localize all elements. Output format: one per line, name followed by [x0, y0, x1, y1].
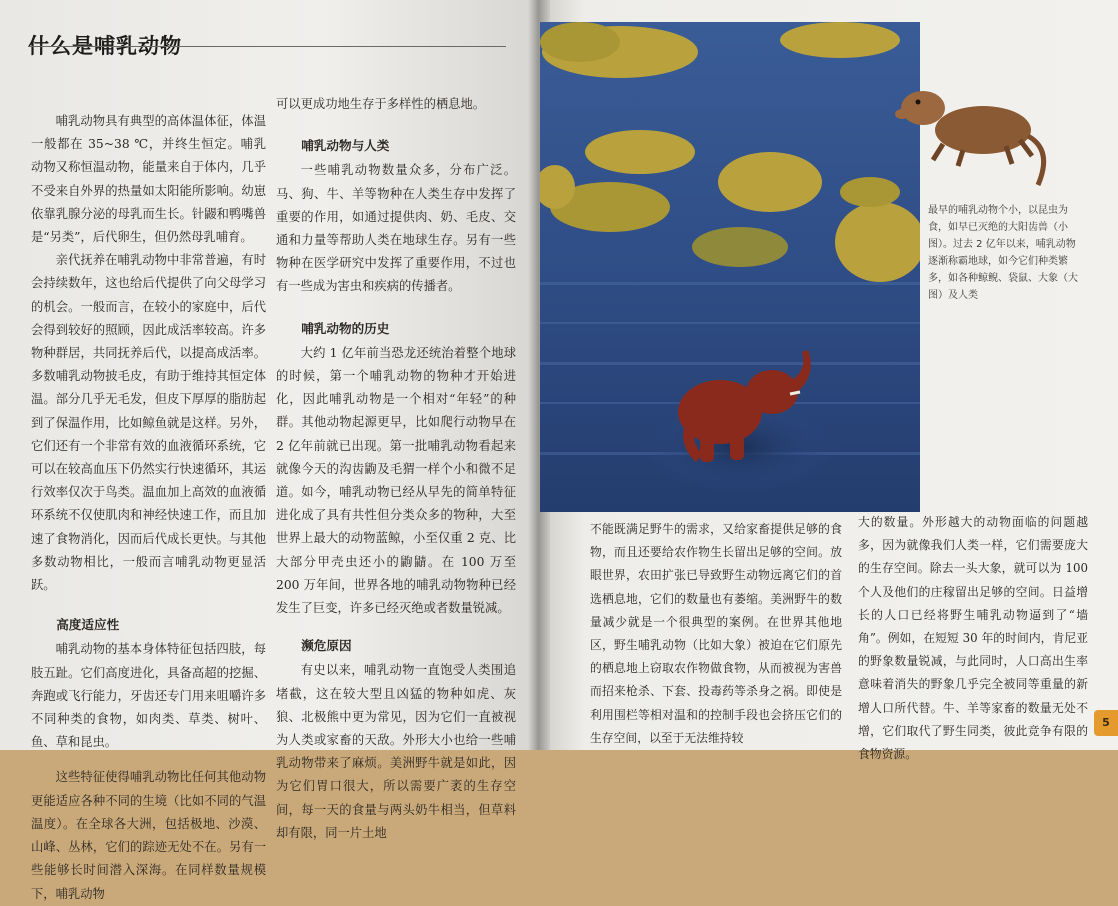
- text-column-2: [276, 93, 516, 845]
- section-heading-adaptability: 高度适应性: [56, 617, 120, 633]
- paragraph: 这些特征使得哺乳动物比任何其他动物更能适应各种不同的生境（比如不同的气温温度）。在全球各大洲，包括极地、沙漠、山峰、丛林，它们的踪迹无处不在。另有一些能够长时间潜入深海。在同样数量规模下，哺乳动物: [31, 770, 266, 901]
- section-heading-mammals-and-humans: 哺乳动物与人类: [301, 138, 390, 154]
- text-column-4: [858, 511, 1088, 766]
- paragraph: 大的数量。外形越大的动物面临的问题越多，因为就像我们人类一样，它们需要庞大的生存空间。除去一头大象，就可以为 100 个人及他们的庄稼留出足够的空间。日益增长的人口已经将野生哺乳动物逼到了“墙角”。例如，在短短 30 年的时间内，肯尼亚的野象数量锐减，与此同时，人口高出生率意味着消失的野象几乎完全被同等重量的新增人口所代替。牛、羊等家畜的数量无处不增，它们取代了野生同类，彼此竞争有限的食物资源。: [858, 515, 1088, 762]
- text-column-3: [590, 518, 842, 750]
- section-heading-history: 哺乳动物的历史: [301, 320, 390, 336]
- elephant-wetland-photo: [540, 22, 920, 512]
- paragraph: 大约 1 亿年前当恐龙还统治着整个地球的时候，第一个哺乳动物的物种才开始进化，因此哺乳动物是一个相对“年轻”的种群。其他动物起源更早，比如爬行动物早在 2 亿年前就已出现。第一批哺乳动物看起来就像今天的沟齿鼩及毛猬一样个小和微不足道。如今，哺乳动物已经从早先的简单特征进化成了具有共性但分类众多的物种，大至世界上最大的动物蓝鲸，小至仅重 2 克、比大部分甲壳虫还小的鼩鼱。在 100 万至 200 万年间，世界各地的哺乳动物物种已经发生了巨变，许多已经灭绝或者数量锐减。: [276, 345, 516, 616]
- paragraph: 可以更成功地生存于多样性的栖息地。: [276, 97, 486, 111]
- text-column-1: [31, 110, 266, 906]
- title-rule: [28, 46, 506, 47]
- page-number-tab: 5: [1094, 710, 1118, 736]
- paragraph: 亲代抚养在哺乳动物中非常普遍，有时会持续数年，这也给后代提供了向父母学习的机会。一般而言，在较小的家庭中，后代会得到较好的照顾，因此成活率较高。许多物种群居，共同抚养后代，以提高成活率。多数哺乳动物披毛皮，有助于维持其恒定体温。部分几乎无毛发，但皮下厚厚的脂肪起到了保温作用，比如鲸鱼就是这样。另外，它们还有一个非常有效的血液循环系统，它可以在较高血压下仍然实行快速循环，其运行效率仅次于鸟类。温血加上高效的血液循环系统不仅使肌肉和神经快速工作，而且加速了食物消化，因而后代成长更快。与其他多数动物相比，一般而言哺乳动物更显活跃。: [31, 253, 266, 593]
- photo-caption: 最早的哺乳动物个小，以昆虫为食，如早已灭绝的大阳齿兽（小图）。过去 2 亿年以来，哺乳动物逐渐称霸地球，如今它们种类繁多，如各种鲸鲵、袋鼠、大象（大图）及人类: [928, 205, 1078, 301]
- early-mammal-illustration: [888, 80, 1058, 190]
- paragraph: 不能既满足野牛的需求，又给家畜提供足够的食物，而且还要给农作物生长留出足够的空间。放眼世界，农田扩张已导致野生动物远离它们的首选栖息地，它们的数量也有萎缩。美洲野牛的数量减少就是一个很典型的案例。在世界其他地区，野生哺乳动物（比如大象）被迫在它们原先的栖息地上窃取农作物做食物，从而被视为害兽而招来枪杀、下套、投毒药等杀身之祸。即使是利用围栏等相对温和的控制手段也会挤压它们的生存空间，以至于无法维持较: [590, 522, 842, 745]
- paragraph: 哺乳动物的基本身体特征包括四肢，每肢五趾。它们高度进化，具备高超的挖掘、奔跑或飞行能力，牙齿还专门用来咀嚼许多不同种类的食物，如肉类、草类、树叶、鱼、草和昆虫。: [31, 642, 266, 750]
- paragraph: 一些哺乳动物数量众多，分布广泛。马、狗、牛、羊等物种在人类生存中发挥了重要的作用，如通过提供肉、奶、毛皮、交通和力量等帮助人类在地球生存。另有一些物种在医学研究中发挥了重要作用，不过也有一些成为害虫和疾病的传播者。: [276, 163, 516, 294]
- section-heading-endangered: 濒危原因: [301, 638, 352, 654]
- paragraph: 哺乳动物具有典型的高体温体征，体温一般都在 35~38 ℃，并终生恒定。哺乳动物又称恒温动物，能量来自于体内，几乎不受来自外界的热量如太阳能所影响。幼崽依靠乳腺分泌的母乳而生长。针鼹和鸭嘴兽是“另类”，后代卵生，但仍然母乳哺育。: [31, 114, 266, 245]
- paragraph: 有史以来，哺乳动物一直饱受人类围追堵截，这在较大型且凶猛的物种如虎、灰狼、北极熊中更为常见，因为它们一直被视为人类或家畜的天敌。外形大小也给一些哺乳动物带来了麻烦。美洲野牛就是如此，因为它们胃口很大，所以需要广袤的生存空间，每一天的食量与两头奶牛相当，但草料却有限，同一片土地: [276, 663, 516, 840]
- page-title: 什么是哺乳动物: [28, 34, 182, 58]
